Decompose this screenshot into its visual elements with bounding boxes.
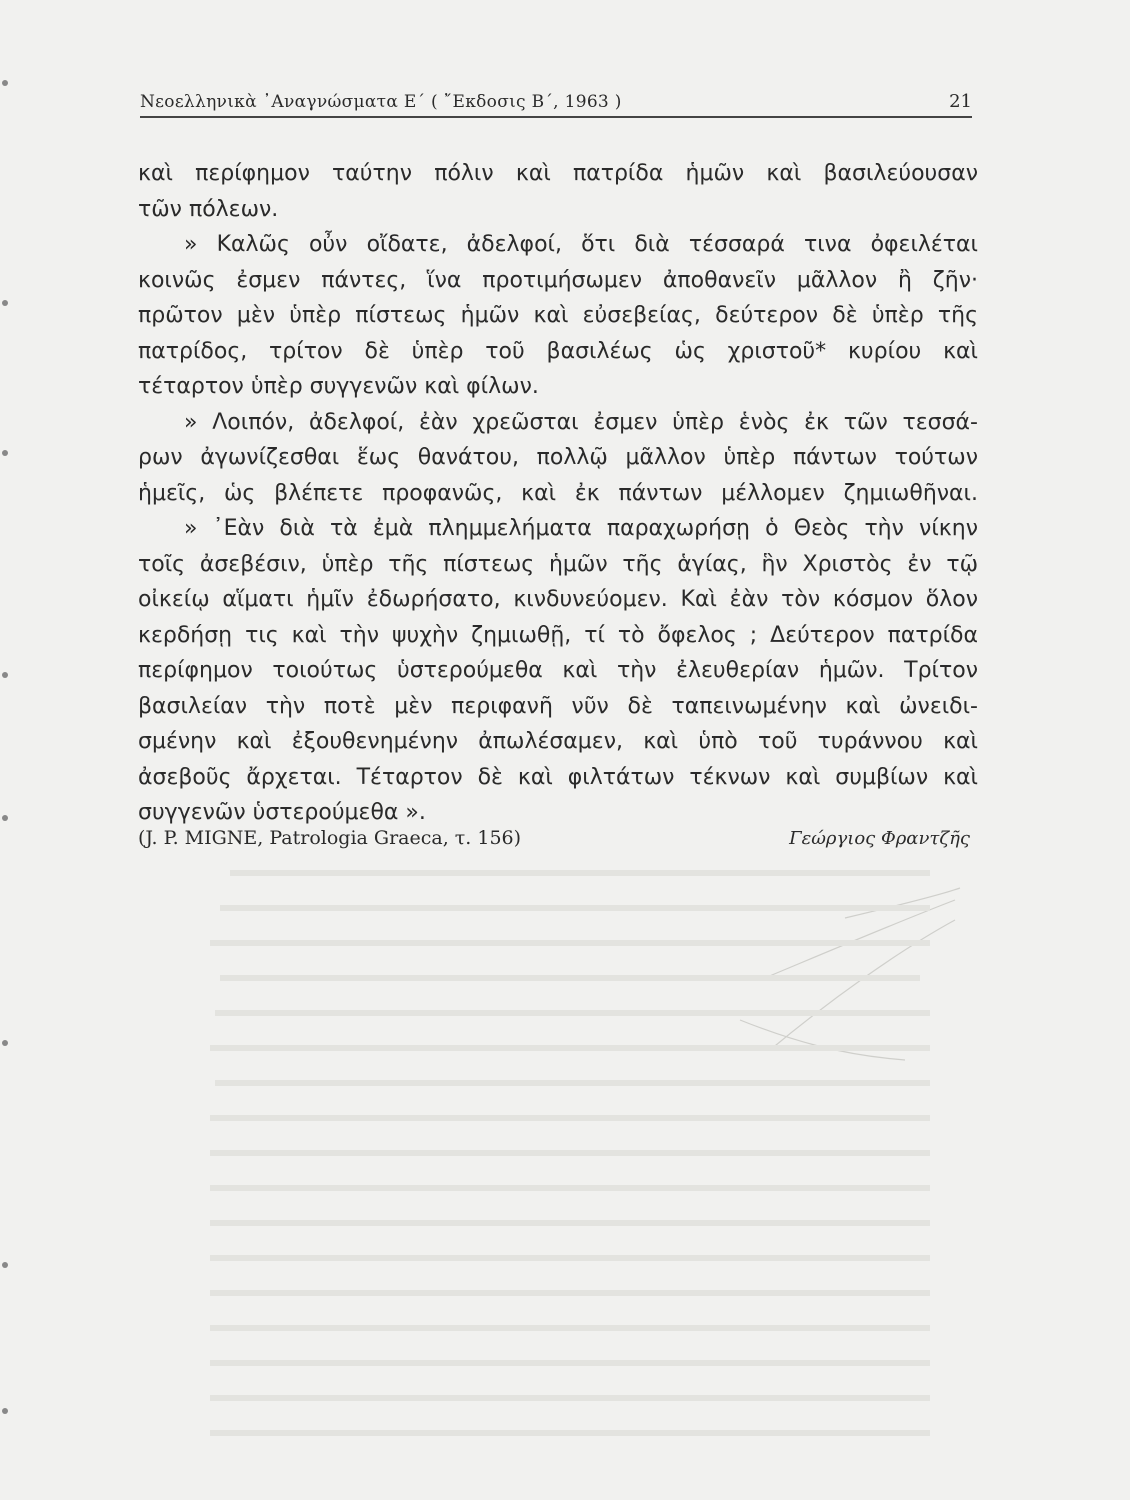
main-text <box>138 156 978 831</box>
text-line: » Λοιπόν, ἀδελφοί, ἐὰν χρεῶσται ἐσμεν ὑπὲρ ἑνὸς ἐκ τῶν τεσσά- <box>184 409 978 435</box>
text-line: συγγενῶν ὑστερούμεθα ». <box>138 800 426 825</box>
margin-dot <box>2 815 8 821</box>
text-line: τέταρτον ὑπὲρ συγγενῶν καὶ φίλων. <box>138 374 539 399</box>
text-line: κοινῶς ἐσμεν πάντες, ἵνα προτιμήσωμεν ἀποθανεῖν μᾶλλον ἢ ζῆν· <box>138 267 978 293</box>
page-number: 21 <box>949 91 972 112</box>
text-line: πρῶτον μὲν ὑπὲρ πίστεως ἡμῶν καὶ εὐσεβείας, δεύτερον δὲ ὑπὲρ τῆς <box>138 303 978 328</box>
text-line: καὶ περίφημον ταύτην πόλιν καὶ πατρίδα ἡμῶν καὶ βασιλεύουσαν <box>138 161 978 186</box>
text-line: οἰκείῳ αἵματι ἡμῖν ἐδωρήσατο, κινδυνεύομεν. Καὶ ἐὰν τὸν κόσμον ὅλον <box>138 587 978 612</box>
source-author: Γεώργιος Φραντζῆς <box>789 828 970 849</box>
running-header <box>140 88 972 118</box>
text-line: βασιλείαν τὴν ποτὲ μὲν περιφανῆ νῦν δὲ ταπεινωμένην καὶ ὠνειδι- <box>138 693 978 719</box>
book-title: Νεοελληνικὰ ᾿Αναγνώσματα Ε΄ ( ῎Εκδοσις Β΄, 1963 ) <box>140 92 622 112</box>
text-line: » Καλῶς οὖν οἴδατε, ἀδελφοί, ὅτι διὰ τέσσαρά τινα ὀφειλέται <box>184 232 978 257</box>
margin-dot <box>2 450 8 456</box>
margin-dot <box>2 1040 8 1046</box>
text-line: » ᾿Εὰν διὰ τὰ ἐμὰ πλημμελήματα παραχωρήσῃ ὁ Θεὸς τὴν νίκην <box>184 516 978 541</box>
margin-dot <box>2 1262 8 1268</box>
margin-dot <box>2 300 8 306</box>
text-line: ἡμεῖς, ὡς βλέπετε προφανῶς, καὶ ἐκ πάντων μέλλομεν ζημιωθῆναι. <box>138 480 978 506</box>
text-line: περίφημον τοιούτως ὑστερούμεθα καὶ τὴν ἐλευθερίαν ἡμῶν. Τρίτον <box>138 658 978 683</box>
text-line: κερδήσῃ τις καὶ τὴν ψυχὴν ζημιωθῇ, τί τὸ ὄφελος ; Δεύτερον πατρίδα <box>138 622 978 648</box>
text-line: πατρίδος, τρίτον δὲ ὑπὲρ τοῦ βασιλέως ὡς χριστοῦ* κυρίου καὶ <box>138 338 978 364</box>
text-line: ἀσεβοῦς ἄρχεται. Τέταρτον δὲ καὶ φιλτάτων τέκνων καὶ συμβίων καὶ <box>138 764 978 790</box>
margin-dot <box>2 80 8 86</box>
source-citation: (J. P. MIGNE, Patrologia Graeca, τ. 156) <box>138 827 522 849</box>
margin-dot <box>2 1408 8 1414</box>
margin-dot <box>2 672 8 678</box>
text-line: τῶν πόλεων. <box>138 196 279 222</box>
text-line: τοῖς ἀσεβέσιν, ὑπὲρ τῆς πίστεως ἡμῶν τῆς ἁγίας, ἣν Χριστὸς ἐν τῷ <box>138 551 978 577</box>
source-line <box>138 827 970 849</box>
text-line: σμένην καὶ ἐξουθενημένην ἀπωλέσαμεν, καὶ ὑπὸ τοῦ τυράννου καὶ <box>138 729 978 754</box>
text-line: ρων ἀγωνίζεσθαι ἕως θανάτου, πολλῷ μᾶλλον ὑπὲρ πάντων τούτων <box>138 445 978 470</box>
